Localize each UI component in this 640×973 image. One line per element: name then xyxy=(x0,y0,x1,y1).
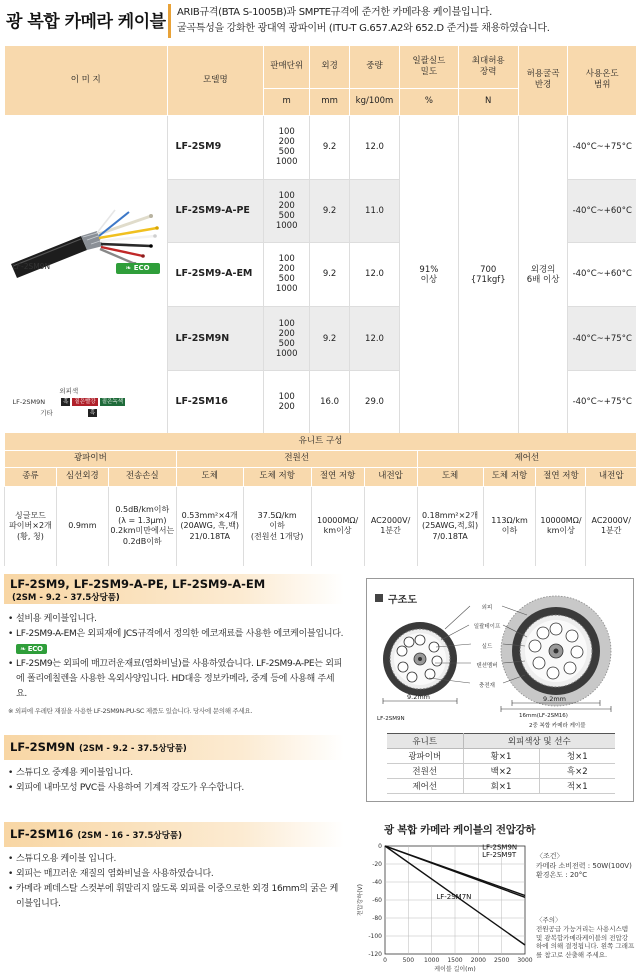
bullet-item: • LF-2SM9는 외피에 매끄러운재료(염화비닐)를 사용하였습니다. LF-2SM9-A-PE는 외피에 폴리에칠렌을 사용한 옥외사양입니다. HD대응 정보카메라, 중계 등에 사용해 주세요. xyxy=(8,657,344,702)
color-table-cell: 청×1 xyxy=(539,749,615,764)
swatch-deep-red: 짙은빨강 xyxy=(74,398,96,405)
unit-value-line: 이하 xyxy=(269,521,285,530)
unit-od: mm xyxy=(310,88,350,115)
sale-unit-value: 1000 xyxy=(275,284,298,295)
color-table-cell: 황×1 xyxy=(463,749,539,764)
unit-table-title: 유니트 구성 xyxy=(5,433,637,450)
bend-value-line: 외경의 xyxy=(530,264,556,275)
color-table-cell: 회×1 xyxy=(463,779,539,794)
table-row xyxy=(387,764,615,779)
unit-value-line: 21/0.18TA xyxy=(189,531,230,541)
structure-label: 일괄테이프 xyxy=(473,624,501,631)
unit-value-line: 1분간 xyxy=(600,526,622,536)
header-tension xyxy=(458,46,518,88)
x-tick-label: 1500 xyxy=(447,957,463,964)
temp-value: -40°C~+60°C xyxy=(568,179,636,242)
note-line: 를 참고로 산출해 주세요. xyxy=(536,951,608,960)
section-3-title: LF-2SM16 xyxy=(10,827,74,841)
header-filling-line-1: 일괄실드 xyxy=(412,55,446,66)
legend-row-1-label: LF-2SM9N xyxy=(12,397,46,406)
sale-units xyxy=(264,179,310,242)
sale-units xyxy=(264,115,310,179)
unit-value-line: (25AWG,적,회) xyxy=(421,521,479,530)
bullet-item: • 카메라 페데스탈 스컷부에 휘말리지 않도록 외피를 이중으로한 외경 16mm의 굵은 케이블입니다. xyxy=(8,882,344,912)
header-od: 외경 xyxy=(310,46,350,88)
section-3-bullets xyxy=(8,852,344,912)
unit-value-line: AC2000V/ xyxy=(591,515,631,525)
structure-labels xyxy=(468,599,506,696)
x-tick-label: 500 xyxy=(402,957,415,964)
header-description xyxy=(177,5,550,37)
sale-unit-value: 500 xyxy=(278,210,295,221)
header-tension-line-1: 최대허용 xyxy=(471,55,505,66)
title-divider xyxy=(168,4,171,38)
graph-note xyxy=(536,916,634,960)
od-value: 9.2 xyxy=(310,242,350,306)
header-sale-unit: 판매단위 xyxy=(264,46,310,88)
unit-column-header: 도체 xyxy=(417,467,483,486)
color-table-cell: 적×1 xyxy=(539,779,615,794)
unit-value-line: 113Ω/km xyxy=(491,515,528,525)
unit-value-cell xyxy=(586,486,636,566)
y-tick-label: -40 xyxy=(372,879,382,886)
unit-value-line: 싱글모드 xyxy=(14,510,46,520)
unit-column-header: 전송손실 xyxy=(108,467,176,486)
large-dimension-inner: 9.2mm xyxy=(543,695,567,703)
eco-badge xyxy=(116,263,160,274)
structure-label: 외피 xyxy=(481,605,493,611)
color-table-header: 외피색상 및 선수 xyxy=(463,734,615,749)
spec-table xyxy=(4,46,636,435)
unit-value-line: (20AWG, 흑,백) xyxy=(180,521,240,530)
sale-unit-value: 1000 xyxy=(275,348,298,359)
sale-unit-value: 200 xyxy=(278,200,295,211)
small-dimension: 9.2mm xyxy=(407,693,431,701)
eco-badge xyxy=(16,644,47,654)
cable-image-cell xyxy=(5,115,168,434)
y-tick-label: -60 xyxy=(372,897,382,904)
y-axis-label: 전압강하(V) xyxy=(357,884,364,916)
section-1-title: LF-2SM9, LF-2SM9-A-PE, LF-2SM9-A-EM xyxy=(10,577,266,591)
bullet-item: • 외피는 매끄러운 재질의 염화비닐을 사용하였습니다. xyxy=(8,867,344,882)
bullet-item-text: LF-2SM9-A-EM은 외피재에 JCS규격에서 정의한 에코재료를 사용한 에코케이블입니다. xyxy=(16,629,344,639)
section-2-title: LF-2SM9N xyxy=(10,740,75,754)
color-table xyxy=(387,733,615,794)
unit-value-line: 0.9mm xyxy=(68,521,97,530)
series-label: LF-2SM7N xyxy=(436,893,472,902)
structure-label: 충전재 xyxy=(479,682,495,689)
voltage-drop-chart xyxy=(357,840,537,973)
od-value: 9.2 xyxy=(310,307,350,371)
sale-unit-value: 200 xyxy=(278,402,295,413)
sale-unit-value: 100 xyxy=(278,190,295,201)
x-tick-label: 2000 xyxy=(470,957,486,964)
header-bend-line-1: 허용굴곡 xyxy=(526,69,560,80)
unit-value-cell xyxy=(364,486,417,566)
condition-title: 〈조건〉 xyxy=(536,852,564,860)
filling-value xyxy=(399,115,458,434)
header-temp-line-1: 사용온도 xyxy=(585,69,619,80)
header-bend-line-2: 반경 xyxy=(534,80,552,91)
bend-value xyxy=(518,115,568,434)
bend-value-line: 6배 이상 xyxy=(526,274,560,285)
leaf-icon: ❧ xyxy=(20,645,26,653)
bullet-item: • 외피에 내마모성 PVC를 사용하여 기계적 강도가 우수합니다. xyxy=(8,781,344,796)
unit-value-line: 37.5Ω/km xyxy=(257,510,297,520)
unit-value-cell xyxy=(108,486,176,566)
weight-value: 12.0 xyxy=(350,307,400,371)
color-table-cell: 제어선 xyxy=(387,779,463,794)
series-label: LF-2SM9N xyxy=(482,843,518,852)
unit-value-cell xyxy=(311,486,364,566)
sale-unit-value: 200 xyxy=(278,137,295,148)
unit-weight: kg/100m xyxy=(350,88,400,115)
color-table-header: 유니트 xyxy=(387,734,463,749)
unit-value-line: (황, 청) xyxy=(17,531,44,541)
unit-column-header: 심선외경 xyxy=(56,467,108,486)
x-tick-label: 3000 xyxy=(517,957,533,964)
header-weight: 중량 xyxy=(350,46,400,88)
unit-column-header: 절연 저항 xyxy=(311,467,364,486)
section-1-bullets xyxy=(8,612,344,702)
condition-line: 환경온도 : 20°C xyxy=(536,871,588,879)
sale-unit-value: 100 xyxy=(278,127,295,138)
unit-value-cell xyxy=(536,486,586,566)
header-filling xyxy=(399,46,458,88)
eco-badge-text: ECO xyxy=(27,645,43,653)
unit-column-header: 도체 xyxy=(176,467,243,486)
condition-line: 카메라 소비전력 : 50W(100V) xyxy=(536,861,632,870)
model-name: LF-2SM9N xyxy=(167,307,264,371)
header-temp xyxy=(568,46,636,115)
y-tick-label: -100 xyxy=(368,933,382,940)
unit-value-line: (전원선 1개당) xyxy=(250,531,304,541)
structure-diagram-box xyxy=(366,578,634,802)
unit-column-header: 도체 저항 xyxy=(483,467,536,486)
legend-row-1 xyxy=(13,397,126,408)
page-header xyxy=(0,0,640,44)
header-tension-line-2: 장력 xyxy=(480,66,497,77)
tension-value xyxy=(458,115,518,434)
weight-value: 12.0 xyxy=(350,242,400,306)
header-image: 이 미 지 xyxy=(5,46,168,115)
unit-value-line: 0.53mm²×4개 xyxy=(181,510,238,520)
sale-unit-value: 500 xyxy=(278,338,295,349)
sale-unit-value: 500 xyxy=(278,274,295,285)
unit-value-line: 10000MΩ/ xyxy=(540,515,582,525)
od-value: 16.0 xyxy=(310,371,350,434)
color-table-cell: 백×2 xyxy=(463,764,539,779)
weight-value: 29.0 xyxy=(350,371,400,434)
section-1-subtitle: (2SM - 9.2 - 37.5상당품) xyxy=(12,593,120,603)
section-1-header xyxy=(4,574,344,604)
x-tick-label: 2500 xyxy=(494,957,510,964)
temp-value: -40°C~+75°C xyxy=(568,307,636,371)
unit-value-line: km이상 xyxy=(323,526,352,536)
leaf-icon: ❧ xyxy=(125,263,132,272)
section-1-note: ※ 외피에 우레탄 재질을 사용한 LF-2SM9N-PU-SC 제품도 있습니다. 당사에 문의해 주세요. xyxy=(8,707,253,715)
jacket-color-legend xyxy=(13,386,126,419)
tension-value-line: 700 xyxy=(480,264,497,275)
sale-unit-value: 100 xyxy=(278,392,295,403)
temp-value: -40°C~+60°C xyxy=(568,242,636,306)
unit-value-line: 0.18mm²×2개 xyxy=(421,510,479,520)
x-tick-label: 0 xyxy=(383,957,387,964)
tension-value-line: {71kgf} xyxy=(470,274,506,285)
model-name: LF-2SM9 xyxy=(167,115,264,179)
y-tick-label: -120 xyxy=(368,951,382,958)
structure-title: 구조도 xyxy=(388,595,417,606)
unit-column-headers xyxy=(5,467,637,486)
large-cable-cross-section xyxy=(501,596,611,706)
sale-units xyxy=(264,242,310,306)
header-model: 모델명 xyxy=(167,46,264,115)
filling-value-line: 이상 xyxy=(420,274,438,285)
weight-value: 11.0 xyxy=(350,179,400,242)
bullet-item: • 스튜디오용 케이블 입니다. xyxy=(8,852,344,867)
unit-value-line: (λ = 1.3μm) xyxy=(118,515,167,525)
note-line: 전원공급 가능거리는 사용시스템 xyxy=(536,924,629,933)
unit-column-header: 절연 저항 xyxy=(536,467,586,486)
unit-value-cell xyxy=(56,486,108,566)
unit-value-line: 0.5dB/km이하 xyxy=(115,505,170,515)
small-cable-caption: LF-2SM9N xyxy=(377,716,405,722)
table-row xyxy=(5,115,637,179)
table-row xyxy=(387,779,615,794)
section-2-title-line xyxy=(10,740,187,754)
unit-column-header: 내전압 xyxy=(364,467,417,486)
section-2-bullets xyxy=(8,766,344,796)
unit-column-header: 종류 xyxy=(5,467,57,486)
unit-value-cell xyxy=(176,486,243,566)
model-name: LF-2SM9-A-PE xyxy=(167,179,264,242)
y-tick-label: -20 xyxy=(372,861,382,868)
unit-value-cell xyxy=(5,486,57,566)
structure-label: 실드 xyxy=(481,643,493,650)
color-table-cell: 흑×2 xyxy=(539,764,615,779)
temp-value: -40°C~+75°C xyxy=(568,371,636,434)
table-row xyxy=(387,749,615,764)
unit-column-header: 내전압 xyxy=(586,467,636,486)
unit-value-line: 10000MΩ/ xyxy=(317,515,359,525)
section-2-subtitle: (2SM - 9.2 - 37.5상당품) xyxy=(78,744,187,754)
x-tick-label: 1000 xyxy=(424,957,440,964)
unit-values-row xyxy=(5,486,637,566)
sale-units xyxy=(264,371,310,434)
unit-value-line: AC2000V/ xyxy=(370,515,411,525)
x-axis-label: 케이블 길이(m) xyxy=(434,966,476,973)
unit-value-line: km이상 xyxy=(547,526,575,536)
graph-condition xyxy=(536,852,632,881)
model-name: LF-2SM9-A-EM xyxy=(167,242,264,306)
header-filling-line-2: 밀도 xyxy=(420,66,438,77)
color-table-cell: 전원선 xyxy=(387,764,463,779)
section-3-subtitle: (2SM - 16 - 37.5상당품) xyxy=(77,831,182,841)
unit-value-line: 이하 xyxy=(501,526,518,536)
sale-unit-value: 200 xyxy=(278,328,295,339)
unit-value-cell xyxy=(243,486,311,566)
unit-tension: N xyxy=(458,88,518,115)
page-title: 광 복합 카메라 케이블 xyxy=(6,12,166,32)
unit-value-line: 0.2dB이하 xyxy=(122,536,162,546)
header-desc-line-1: ARIB규격(BTA S-1005B)과 SMPTE규격에 준거한 카메라용 케이블입니다. xyxy=(177,7,492,18)
group-power-line: 전원선 xyxy=(176,450,417,467)
section-3-title-line xyxy=(10,827,182,841)
unit-value-line: 파이버×2개 xyxy=(9,521,52,530)
header-bend xyxy=(518,46,568,115)
temp-value: -40°C~+75°C xyxy=(568,115,636,179)
large-cable-caption: 2중 복합 카메라 케이블 xyxy=(529,723,586,729)
cable-image-label: LF-2SM9N xyxy=(12,261,51,271)
small-cable-cross-section xyxy=(383,622,457,696)
od-value: 9.2 xyxy=(310,179,350,242)
note-line: 하에 의해 결정됩니다. 왼쪽 그래프 xyxy=(536,942,635,951)
section-2-header xyxy=(4,735,344,760)
filling-value-line: 91% xyxy=(419,264,439,275)
sale-units xyxy=(264,307,310,371)
legend-row-2 xyxy=(13,408,126,419)
legend-row-2-label: 기타 xyxy=(40,408,53,417)
unit-value-line: 7/0.18TA xyxy=(432,531,468,541)
od-value: 9.2 xyxy=(310,115,350,179)
header-desc-line-2: 굴곡특성을 강화한 광대역 광파이버 (ITU-T G.657.A2와 652.D 준거)를 채용하였습니다. xyxy=(177,23,550,34)
eco-badge-text: ECO xyxy=(133,263,150,272)
bullet-item: • 스튜디오 중계용 케이블입니다. xyxy=(8,766,344,781)
cable-image xyxy=(11,206,161,286)
unit-value-line: 1분간 xyxy=(380,526,401,536)
color-table-cell: 광파이버 xyxy=(387,749,463,764)
large-dimension: 16mm(LF-2SM16) xyxy=(519,713,568,719)
series-label: LF-2SM9T xyxy=(482,850,517,859)
group-optical-fiber: 광파이버 xyxy=(5,450,177,467)
unit-filling: % xyxy=(399,88,458,115)
sale-unit-value: 100 xyxy=(278,254,295,265)
bullet-item xyxy=(8,627,344,657)
graph-title: 광 복합 카메라 케이블의 전압강하 xyxy=(384,824,536,836)
unit-sale-unit: m xyxy=(264,88,310,115)
unit-column-header: 도체 저항 xyxy=(243,467,311,486)
section-3-header xyxy=(4,822,344,847)
sale-unit-value: 100 xyxy=(278,318,295,329)
sale-unit-value: 500 xyxy=(278,147,295,158)
unit-value-line: 0.2km미만에서는 xyxy=(110,526,175,536)
unit-value-cell xyxy=(417,486,483,566)
weight-value: 12.0 xyxy=(350,115,400,179)
swatch-black: 흑 xyxy=(89,409,96,416)
swatch-deep-green: 짙은녹색 xyxy=(101,398,124,405)
bullet-item: • 설비용 케이블입니다. xyxy=(8,612,344,627)
unit-composition-table xyxy=(4,433,636,566)
structure-label: 텐션멤버 xyxy=(476,663,498,670)
y-tick-label: -80 xyxy=(372,915,382,922)
y-tick-label: 0 xyxy=(378,843,382,850)
note-title: 〈주의〉 xyxy=(536,916,562,924)
group-control-line: 제어선 xyxy=(417,450,636,467)
sale-unit-value: 200 xyxy=(278,264,295,275)
swatch-black: 흑 xyxy=(63,398,69,405)
sale-unit-value: 1000 xyxy=(275,220,298,231)
legend-title: 외피색 xyxy=(59,386,79,395)
unit-value-cell xyxy=(483,486,536,566)
header-temp-line-2: 범위 xyxy=(594,80,611,91)
note-line: 및 광복합카메라케이블의 전압강 xyxy=(536,933,629,942)
sale-unit-value: 1000 xyxy=(275,157,298,168)
model-name: LF-2SM16 xyxy=(167,371,264,434)
